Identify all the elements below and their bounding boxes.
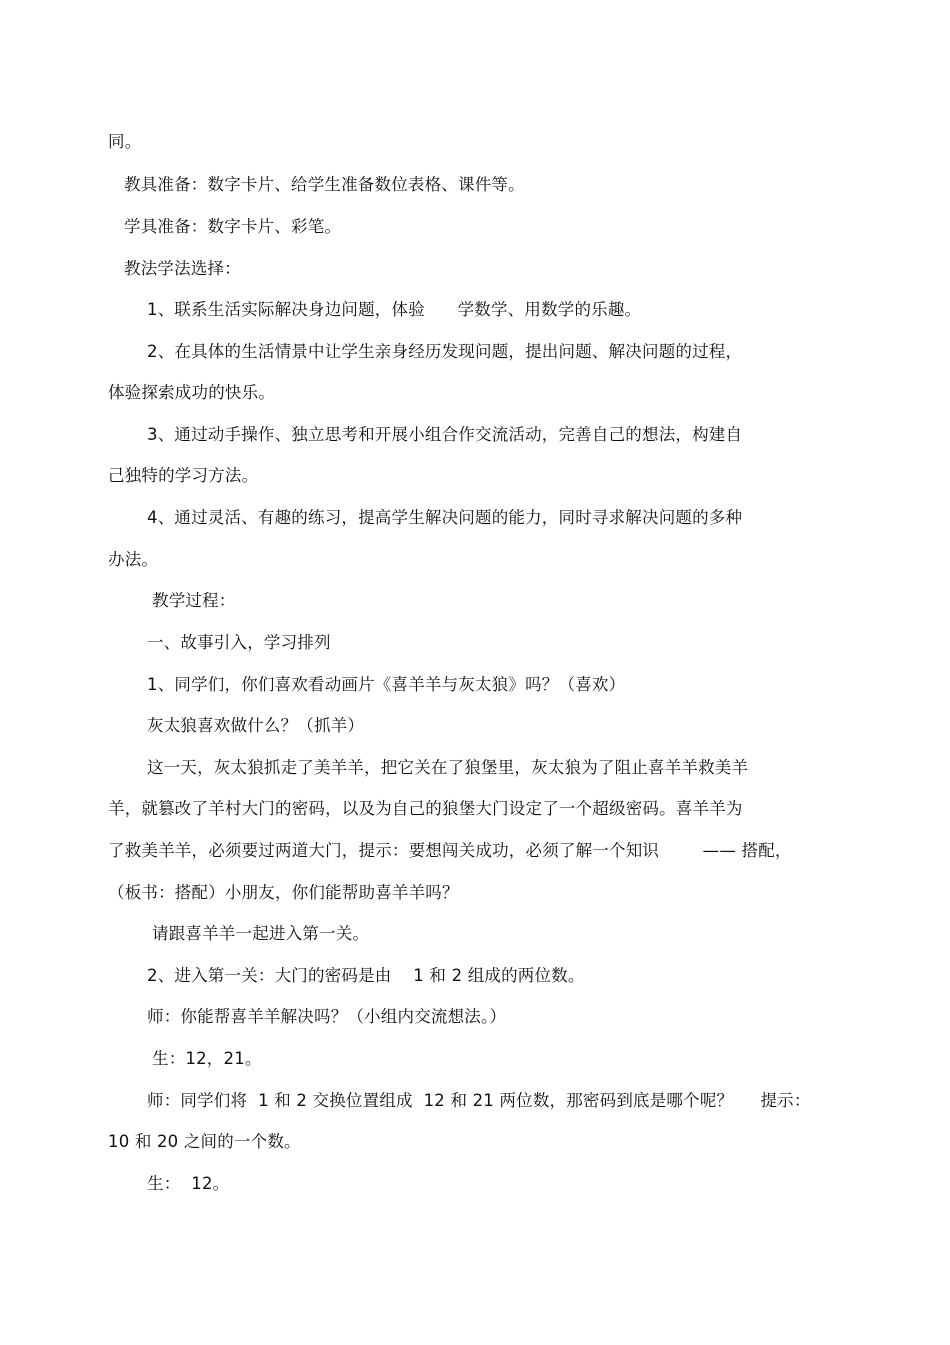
text-line: 生： 12。 — [147, 1174, 230, 1193]
text-line: 4、通过灵活、有趣的练习，提高学生解决问题的能力，同时寻求解决问题的多种 — [147, 508, 743, 527]
text-line: 10 和 20 之间的一个数。 — [108, 1132, 301, 1151]
text-line: 了救美羊羊，必须要过两道大门，提示：要想闯关成功，必须了解一个知识 —— 搭配， — [108, 841, 792, 860]
text-line: 同。 — [108, 132, 142, 151]
text-line: 师：你能帮喜羊羊解决吗？（小组内交流想法。） — [147, 1007, 507, 1026]
text-line: 师：同学们将 1 和 2 交换位置组成 12 和 21 两位数，那密码到底是哪个呢？ 提示： — [147, 1091, 811, 1110]
text-line: 学具准备：数字卡片、彩笔。 — [124, 217, 342, 236]
text-line: 生：12，21。 — [152, 1049, 262, 1068]
section-heading: 教法学法选择： — [124, 259, 241, 278]
text-line: 办法。 — [108, 550, 159, 569]
text-line: 羊，就篡改了羊村大门的密码，以及为自己的狼堡大门设定了一个超级密码。喜羊羊为 — [108, 799, 743, 818]
text-line: 1、同学们，你们喜欢看动画片《喜羊羊与灰太狼》吗？（喜欢） — [147, 675, 626, 694]
text-line: （板书：搭配）小朋友，你们能帮助喜羊羊吗？ — [108, 883, 459, 902]
text-line: 教具准备：数字卡片、给学生准备数位表格、课件等。 — [124, 175, 525, 194]
text-line: 2、进入第一关：大门的密码是由 1 和 2 组成的两位数。 — [147, 966, 585, 985]
section-heading: 一、故事引入，学习排列 — [147, 633, 331, 652]
text-line: 这一天，灰太狼抓走了美羊羊，把它关在了狼堡里，灰太狼为了阻止喜羊羊救美羊 — [147, 758, 749, 777]
text-line: 2、在具体的生活情景中让学生亲身经历发现问题，提出问题、解决问题的过程， — [147, 342, 743, 361]
text-line: 己独特的学习方法。 — [108, 466, 259, 485]
text-line: 体验探索成功的快乐。 — [108, 383, 275, 402]
text-line: 请跟喜羊羊一起进入第一关。 — [152, 924, 370, 943]
section-heading: 教学过程： — [152, 591, 236, 610]
text-line: 3、通过动手操作、独立思考和开展小组合作交流活动，完善自己的想法，构建自 — [147, 425, 743, 444]
text-line: 灰太狼喜欢做什么？（抓羊） — [147, 716, 365, 735]
text-line: 1、联系生活实际解决身边问题，体验 学数学、用数学的乐趣。 — [147, 300, 642, 319]
